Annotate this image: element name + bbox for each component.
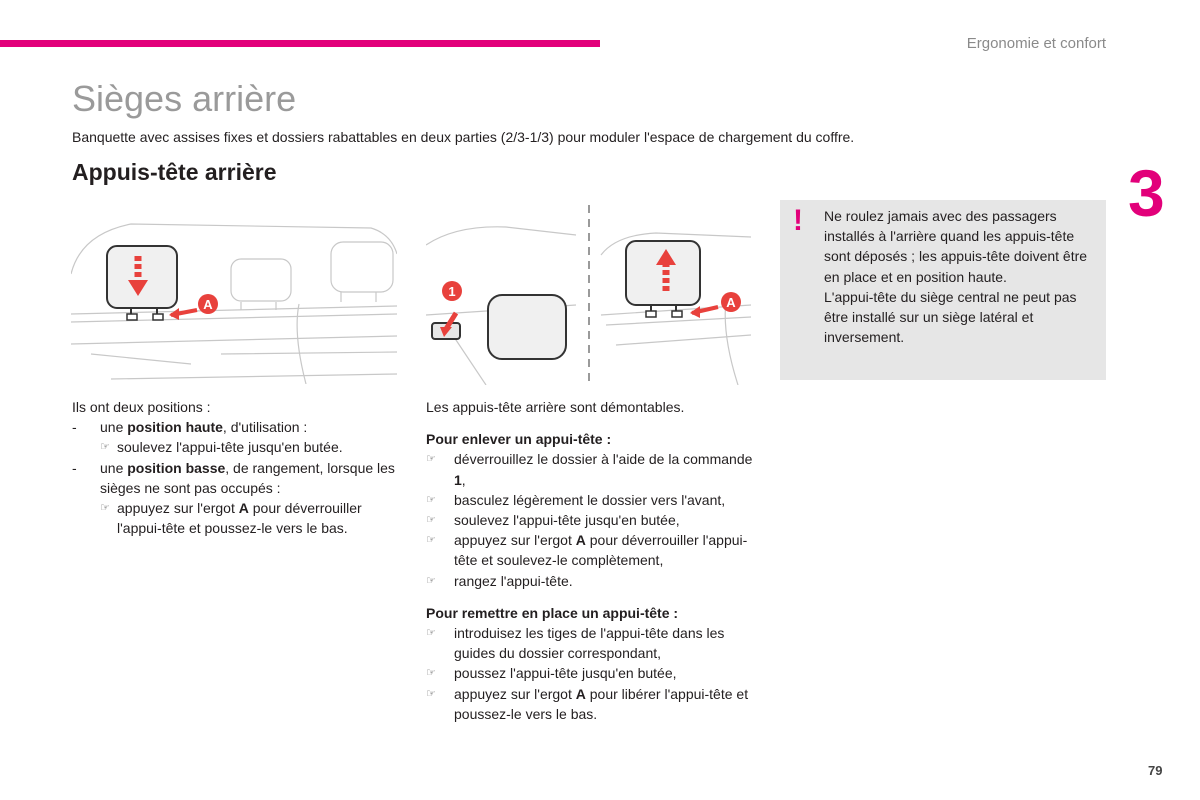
pointing-hand-icon: ☞ (426, 574, 436, 587)
pointing-hand-icon: ☞ (426, 627, 436, 640)
warning-text (824, 206, 1094, 347)
text-run-bold: 1 (454, 471, 462, 488)
pointing-hand-icon: ☞ (426, 667, 436, 680)
step-text: rangez l'appui-tête. (454, 572, 573, 589)
positions-column (72, 397, 402, 538)
remove-heading: Pour enlever un appui-tête : (426, 431, 612, 448)
pointing-hand-icon: ☞ (426, 687, 436, 700)
pointing-hand-icon: ☞ (426, 453, 436, 466)
text-run-bold: position haute (127, 419, 223, 436)
header-accent-bar (0, 40, 600, 47)
text-run: pour déverrouiller l'appui-tête et soulevez-le complètement, (454, 532, 748, 569)
removal-intro: Les appuis-tête arrière sont démontables. (426, 399, 685, 415)
text-run: , d'utilisation : (222, 419, 308, 436)
label-1: 1 (448, 284, 456, 299)
dash-bullet: - (72, 459, 77, 476)
section-subtitle: Appuis-tête arrière (72, 159, 277, 185)
pointing-hand-icon: ☞ (100, 502, 110, 515)
step-item (426, 449, 756, 489)
section-name: Ergonomie et confort (966, 35, 1106, 52)
step-item (426, 571, 756, 591)
pointing-hand-icon: ☞ (426, 493, 436, 506)
removal-column (426, 397, 756, 724)
step-text: basculez légèrement le dossier vers l'avant, (454, 491, 726, 508)
list-item (72, 458, 402, 498)
pointing-hand-icon: ☞ (100, 441, 110, 454)
chapter-number: 3 (1128, 156, 1165, 230)
step-item (426, 623, 756, 663)
step-text: soulevez l'appui-tête jusqu'en butée, (454, 512, 680, 529)
warning-paragraph: L'appui-tête du siège central ne peut pas être installé sur un siège latéral et inversement. (824, 288, 1077, 346)
text-run: , de rangement, lorsque les sièges ne sont pas occupés : (100, 459, 395, 496)
list-item (72, 417, 402, 437)
step-item (426, 490, 756, 510)
step-text: poussez l'appui-tête jusqu'en butée, (454, 665, 677, 682)
positions-intro: Ils ont deux positions : (72, 399, 211, 415)
page-number: 79 (1148, 763, 1163, 778)
headrest-removal-illustration (426, 205, 751, 385)
step-text: soulevez l'appui-tête jusqu'en butée. (117, 439, 343, 456)
page-title: Sièges arrière (72, 78, 297, 119)
step-text: introduisez les tiges de l'appui-tête dans les guides du dossier correspondant, (454, 625, 725, 662)
text-run: déverrouillez le dossier à l'aide de la commande (454, 451, 753, 468)
text-run: appuyez sur l'ergot (454, 532, 576, 549)
refit-heading: Pour remettre en place un appui-tête : (426, 604, 679, 621)
text-run: une (100, 419, 128, 436)
headrest-lower-illustration (71, 214, 397, 384)
step-item (426, 684, 756, 724)
text-run-bold: A (238, 500, 249, 517)
pointing-hand-icon: ☞ (426, 514, 436, 527)
text-run: appuyez sur l'ergot (454, 685, 576, 702)
dash-bullet: - (72, 419, 77, 436)
text-run-bold: A (575, 532, 586, 549)
warning-icon: ! (793, 204, 803, 237)
step-item (426, 530, 756, 570)
text-run: appuyez sur l'ergot (117, 500, 239, 517)
label-a-left: A (203, 297, 213, 312)
step-item (72, 498, 402, 538)
intro-text: Banquette avec assises fixes et dossiers rabattables en deux parties (2/3-1/3) pour moduler l'espace de chargement du coffre. (72, 129, 855, 145)
text-run: une (100, 459, 128, 476)
text-run: pour libérer l'appui-tête et poussez-le vers le bas. (454, 685, 749, 722)
warning-paragraph: Ne roulez jamais avec des passagers installés à l'arrière quand les appuis-tête sont déposés ; les appuis-tête doivent être en place et en position haute. (824, 208, 1088, 285)
step-item (72, 437, 402, 457)
warning-box (780, 200, 1106, 380)
text-run: pour déverrouiller l'appui-tête et poussez-le vers le bas. (117, 500, 362, 537)
text-run-bold: A (575, 685, 586, 702)
text-run: , (461, 471, 466, 488)
pointing-hand-icon: ☞ (426, 534, 436, 547)
text-run-bold: position basse (127, 459, 226, 476)
label-a-right: A (726, 295, 736, 310)
step-item (426, 663, 756, 683)
step-item (426, 510, 756, 530)
